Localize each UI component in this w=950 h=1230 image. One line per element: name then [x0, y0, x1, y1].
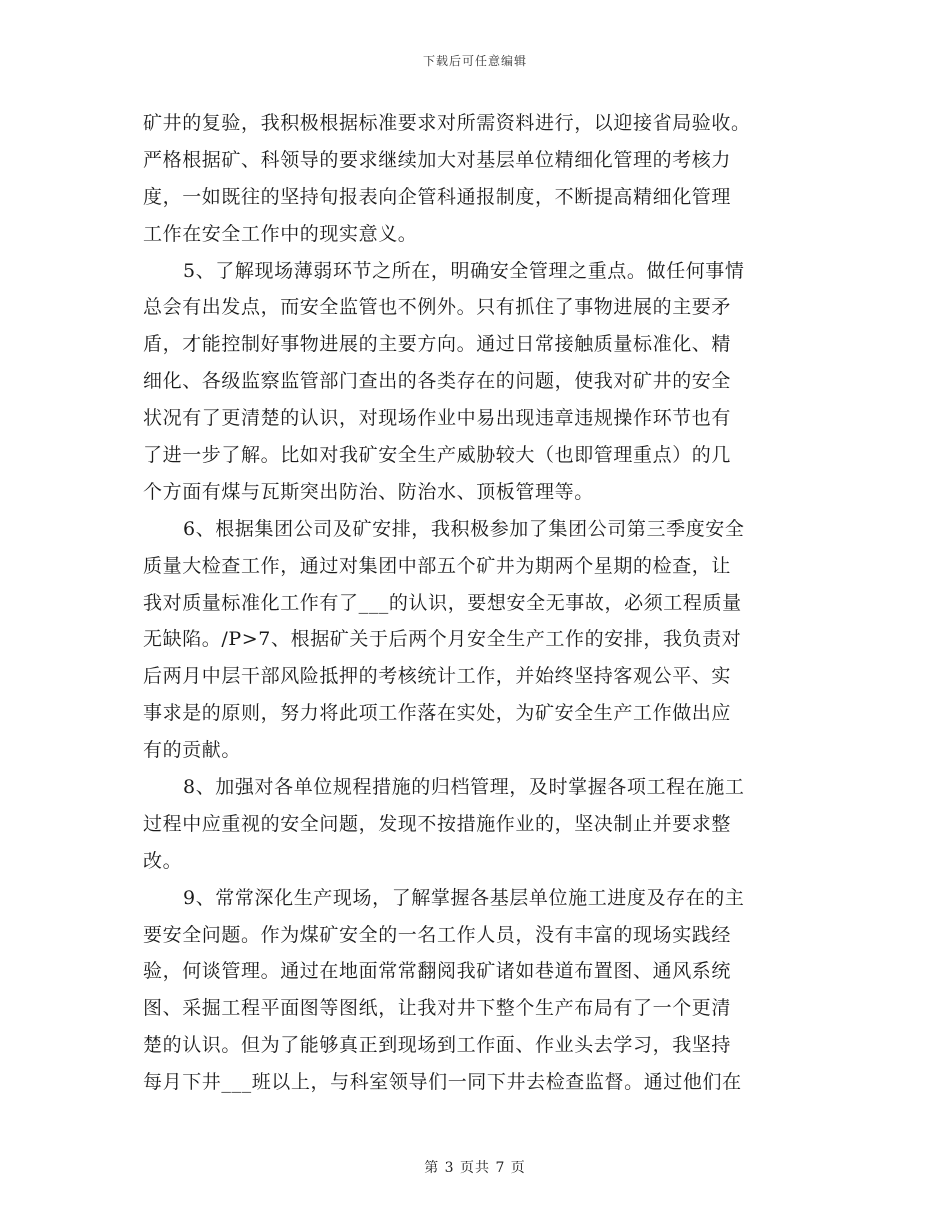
- text-line: 矿井的复验，我积极根据标准要求对所需资料进行，以迎接省局验收。: [143, 112, 751, 134]
- text-line: 后两月中层干部风险抵押的考核统计工作，并始终坚持客观公平、实: [143, 665, 732, 688]
- document-body: [143, 105, 807, 1101]
- text-line: 验，何谈管理。通过在地面常常翻阅我矿诸如巷道布置图、通风系统: [143, 960, 732, 983]
- text-line: 了进一步了解。比如对我矿安全生产威胁较大（也即管理重点）的几: [143, 444, 732, 467]
- text-line: 图、采掘工程平面图等图纸，让我对井下整个生产布局有了一个更清: [143, 997, 732, 1020]
- text-line: 度，一如既往的坚持旬报表向企管科通报制度，不断提高精细化管理: [143, 185, 732, 208]
- paragraph-8-start: 8、加强对各单位规程措施的归档管理，及时掌握各项工程在施工: [183, 776, 745, 799]
- text-line: 质量大检查工作，通过对集团中部五个矿井为期两个星期的检查，让: [143, 554, 732, 577]
- text-line: 总会有出发点，而安全监管也不例外。只有抓住了事物进展的主要矛: [143, 296, 732, 319]
- text-line: 个方面有煤与瓦斯突出防治、防治水、顶板管理等。: [143, 480, 594, 503]
- paragraph-5-start: 5、了解现场薄弱环节之所在，明确安全管理之重点。做任何事情: [183, 259, 745, 282]
- page-header-note: 下载后可任意编辑: [422, 54, 527, 68]
- text-line: 工作在安全工作中的现实意义。: [143, 222, 418, 245]
- paragraph-9-start: 9、常常深化生产现场，了解掌握各基层单位施工进度及存在的主: [183, 886, 745, 909]
- text-line: 严格根据矿、科领导的要求继续加大对基层单位精细化管理的考核力: [143, 148, 732, 171]
- text-line: 事求是的原则，努力将此项工作落在实处，为矿安全生产工作做出应: [143, 702, 732, 725]
- text-line: 无缺陷。/P>7、根据矿关于后两个月安全生产工作的安排，我负责对: [143, 628, 742, 651]
- text-line: 状况有了更清楚的认识，对现场作业中易出现违章违规操作环节也有: [143, 407, 732, 430]
- page-number-footer: 第 3 页共 7 页: [424, 1160, 526, 1176]
- text-line: 有的贡献。: [143, 739, 242, 762]
- text-line: 要安全问题。作为煤矿安全的一名工作人员，没有丰富的现场实践经: [143, 923, 732, 946]
- text-line: 盾，才能控制好事物进展的主要方向。通过日常接触质量标准化、精: [143, 333, 732, 356]
- paragraph-6-start: 6、根据集团公司及矿安排，我积极参加了集团公司第三季度安全: [183, 517, 745, 540]
- text-line: 改。: [143, 849, 183, 872]
- text-line: 每月下井___班以上，与科室领导们一同下井去检查监督。通过他们在: [143, 1071, 742, 1094]
- text-line: 过程中应重视的安全问题，发现不按措施作业的，坚决制止并要求整: [143, 812, 732, 835]
- text-line: 楚的认识。但为了能够真正到现场到工作面、作业头去学习，我坚持: [143, 1034, 732, 1057]
- text-line: 细化、各级监察监管部门查出的各类存在的问题，使我对矿井的安全: [143, 370, 732, 393]
- text-line: 我对质量标准化工作有了___的认识，要想安全无事故，必须工程质量: [143, 591, 742, 614]
